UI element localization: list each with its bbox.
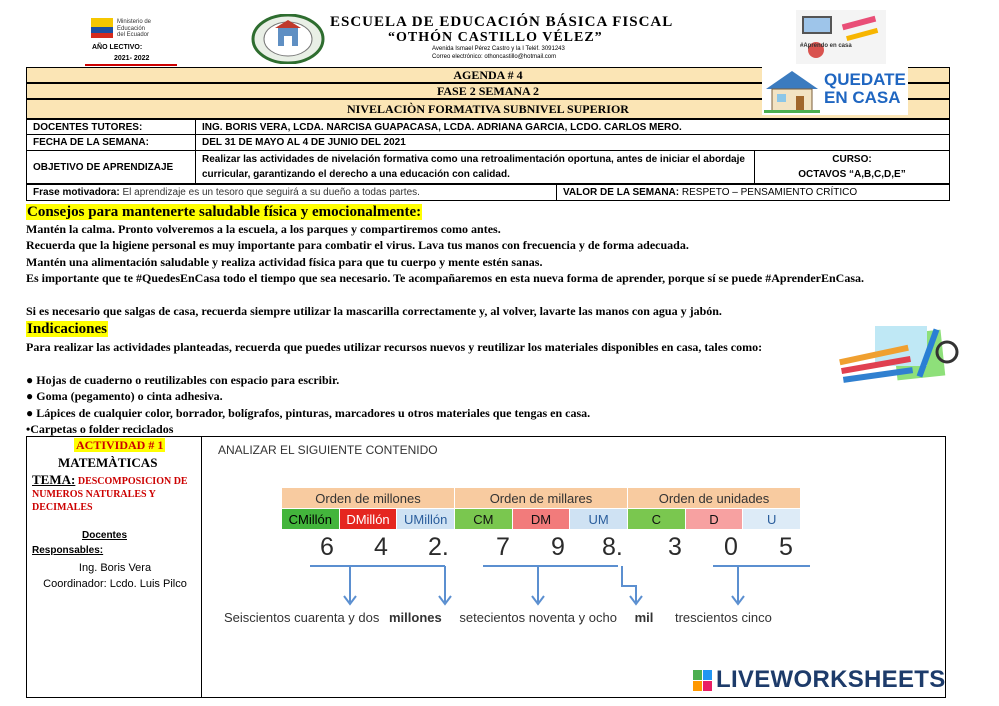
consejo-5: Si es necesario que salgas de casa, recuerda siempre utilizar la mascarilla correctamente y, al volver, lavarte las manos con agua y jabón. xyxy=(26,304,722,318)
agenda-title: AGENDA # 4 xyxy=(26,67,950,83)
grouping-arrows xyxy=(300,560,820,610)
digit: 0 xyxy=(724,533,738,561)
school-email: Correo electrónico: othoncastillo@hotmail.com xyxy=(432,54,557,60)
place-cell: CM xyxy=(455,509,513,530)
docentes-value: ING. BORIS VERA, LCDA. NARCISA GUAPACASA, LCDA. ADRIANA GARCIA, LCDO. CARLOS MERO. xyxy=(196,120,950,135)
digit: 9 xyxy=(551,533,565,561)
digit: 2. xyxy=(428,533,449,561)
word-thousands: setecientos noventa y ocho xyxy=(459,610,617,625)
activity-topic xyxy=(32,473,200,514)
school-name-line-2: “OTHÓN CASTILLO VÉLEZ” xyxy=(388,30,603,45)
digit: 5 xyxy=(779,533,793,561)
topic-label: TEMA: xyxy=(32,472,76,487)
agenda-info-table xyxy=(26,119,950,184)
activity-title: ACTIVIDAD # 1 xyxy=(76,438,164,452)
valor-cell xyxy=(563,185,857,200)
material-2: ● Goma (pegamento) o cinta adhesiva. xyxy=(26,389,223,403)
school-seal xyxy=(251,14,325,64)
school-name-line-1: ESCUELA DE EDUCACIÓN BÁSICA FISCAL xyxy=(330,14,674,30)
digit: 4 xyxy=(374,533,388,561)
word-millions: Seiscientos cuarenta y dos xyxy=(224,610,380,625)
aprendo-en-casa-logo xyxy=(796,10,886,64)
agenda-phase: FASE 2 SEMANA 2 xyxy=(26,83,950,99)
objetivo-label: OBJETIVO DE APRENDIZAJE xyxy=(27,151,196,184)
material-1: ● Hojas de cuaderno o reutilizables con espacio para escribir. xyxy=(26,373,340,387)
docentes-heading: Docentes xyxy=(82,530,128,541)
valor-value: RESPETO – PENSAMIENTO CRÍTICO xyxy=(681,187,858,198)
consejo-4: Es importante que te #QuedesEnCasa todo el tiempo que sea necesario. Te acompañaremos en esta nueva forma de aprender, porque sí se puede #AprenderEnCasa. xyxy=(26,271,865,285)
group-millions: Orden de millones xyxy=(282,488,455,509)
divider xyxy=(85,64,177,66)
fecha-label: FECHA DE LA SEMANA: xyxy=(27,135,196,151)
word-millones: millones xyxy=(389,610,442,625)
word-units: trescientos cinco xyxy=(674,610,772,625)
activity-subject: MATEMÀTICAS xyxy=(58,455,158,470)
word-mil: mil xyxy=(634,610,654,625)
place-cell: C xyxy=(628,509,686,530)
school-year-label: AÑO LECTIVO: xyxy=(92,44,143,51)
quedate-line-1: QUEDATE xyxy=(824,70,906,89)
place-cell: DM xyxy=(512,509,570,530)
objetivo-value: Realizar las actividades de nivelación formativa como una retroalimentación oportuna, antes de iniciar el abordaje curricular, garantizando el derecho a una educación con calidad. xyxy=(196,151,755,184)
place-cell: UMillón xyxy=(397,509,455,530)
ministry-text: Ministerio de Educación del Ecuador xyxy=(117,19,152,38)
curso-label: CURSO: xyxy=(832,154,872,165)
digit: 7 xyxy=(496,533,510,561)
group-units: Orden de unidades xyxy=(628,488,801,509)
place-cell: U xyxy=(743,509,801,530)
liveworksheets-icon xyxy=(693,670,713,692)
frase-divider xyxy=(556,185,557,200)
activity-divider xyxy=(201,436,202,698)
frase-row xyxy=(26,184,950,201)
digit: 6 xyxy=(320,533,334,561)
school-supplies-image xyxy=(835,322,963,390)
frase-value: El aprendizaje es un tesoro que seguirá a su dueño a todas partes. xyxy=(122,187,420,198)
place-cell: D xyxy=(685,509,743,530)
material-4: •Carpetas o folder reciclados xyxy=(26,422,174,436)
liveworksheets-watermark: LIVEWORKSHEETS xyxy=(716,666,946,693)
docente-2: Coordinador: Lcdo. Luis Pilco xyxy=(43,578,187,590)
place-value-chart xyxy=(281,487,801,530)
place-cell: CMillón xyxy=(282,509,340,530)
consejo-2: Recuerda que la higiene personal es muy importante para combatir el virus. Lava tus manos con frecuencia y de forma adecuada. xyxy=(26,238,689,252)
aprendo-en-casa-text: #Aprendo en casa xyxy=(800,43,852,49)
curso-cell xyxy=(755,151,950,184)
school-address: Avenida Ismael Pérez Castro y la I Teléf. 3091243 xyxy=(432,46,565,52)
responsables-heading: Responsables: xyxy=(32,545,104,556)
indicaciones-heading: Indicaciones xyxy=(27,321,108,337)
school-year: 2021- 2022 xyxy=(114,55,150,62)
quedate-en-casa-logo xyxy=(762,67,908,115)
digit: 3 xyxy=(668,533,682,561)
consejos-heading: Consejos para mantenerte saludable física y emocionalmente: xyxy=(27,204,422,220)
group-thousands: Orden de millares xyxy=(455,488,628,509)
number-words xyxy=(224,610,772,625)
curso-value: OCTAVOS “A,B,C,D,E” xyxy=(798,169,906,180)
digit: 8. xyxy=(602,533,623,561)
activity-instruction: ANALIZAR EL SIGUIENTE CONTENIDO xyxy=(218,443,438,457)
docentes-label: DOCENTES TUTORES: xyxy=(27,120,196,135)
fecha-value: DEL 31 DE MAYO AL 4 DE JUNIO DEL 2021 xyxy=(196,135,950,151)
frase-cell xyxy=(33,185,420,200)
docente-1: Ing. Boris Vera xyxy=(78,562,152,574)
place-cell: DMillón xyxy=(339,509,397,530)
valor-label: VALOR DE LA SEMANA: xyxy=(563,187,680,198)
indicaciones-intro: Para realizar las actividades planteadas, recuerda que puedes utilizar recursos nuevos y reutilizar los materiales disponibles en casa, tales como: xyxy=(26,340,763,354)
agenda-level: NIVELACIÒN FORMATIVA SUBNIVEL SUPERIOR xyxy=(26,99,950,119)
consejo-3: Mantén una alimentación saludable y realiza actividad física para que tu cuerpo y mente estén sanas. xyxy=(26,255,543,269)
place-cell: UM xyxy=(570,509,628,530)
ministry-logo xyxy=(91,18,113,38)
quedate-line-2: EN CASA xyxy=(824,88,901,107)
topic-value: DESCOMPOSICION DE NUMEROS NATURALES Y DECIMALES xyxy=(32,476,188,513)
material-3: ● Lápices de cualquier color, borrador, bolígrafos, pinturas, marcadores u otros materiales que tengas en casa. xyxy=(26,406,591,420)
consejo-1: Mantén la calma. Pronto volveremos a la escuela, a los parques y compartiremos como antes. xyxy=(26,222,501,236)
frase-label: Frase motivadora: xyxy=(33,187,120,198)
